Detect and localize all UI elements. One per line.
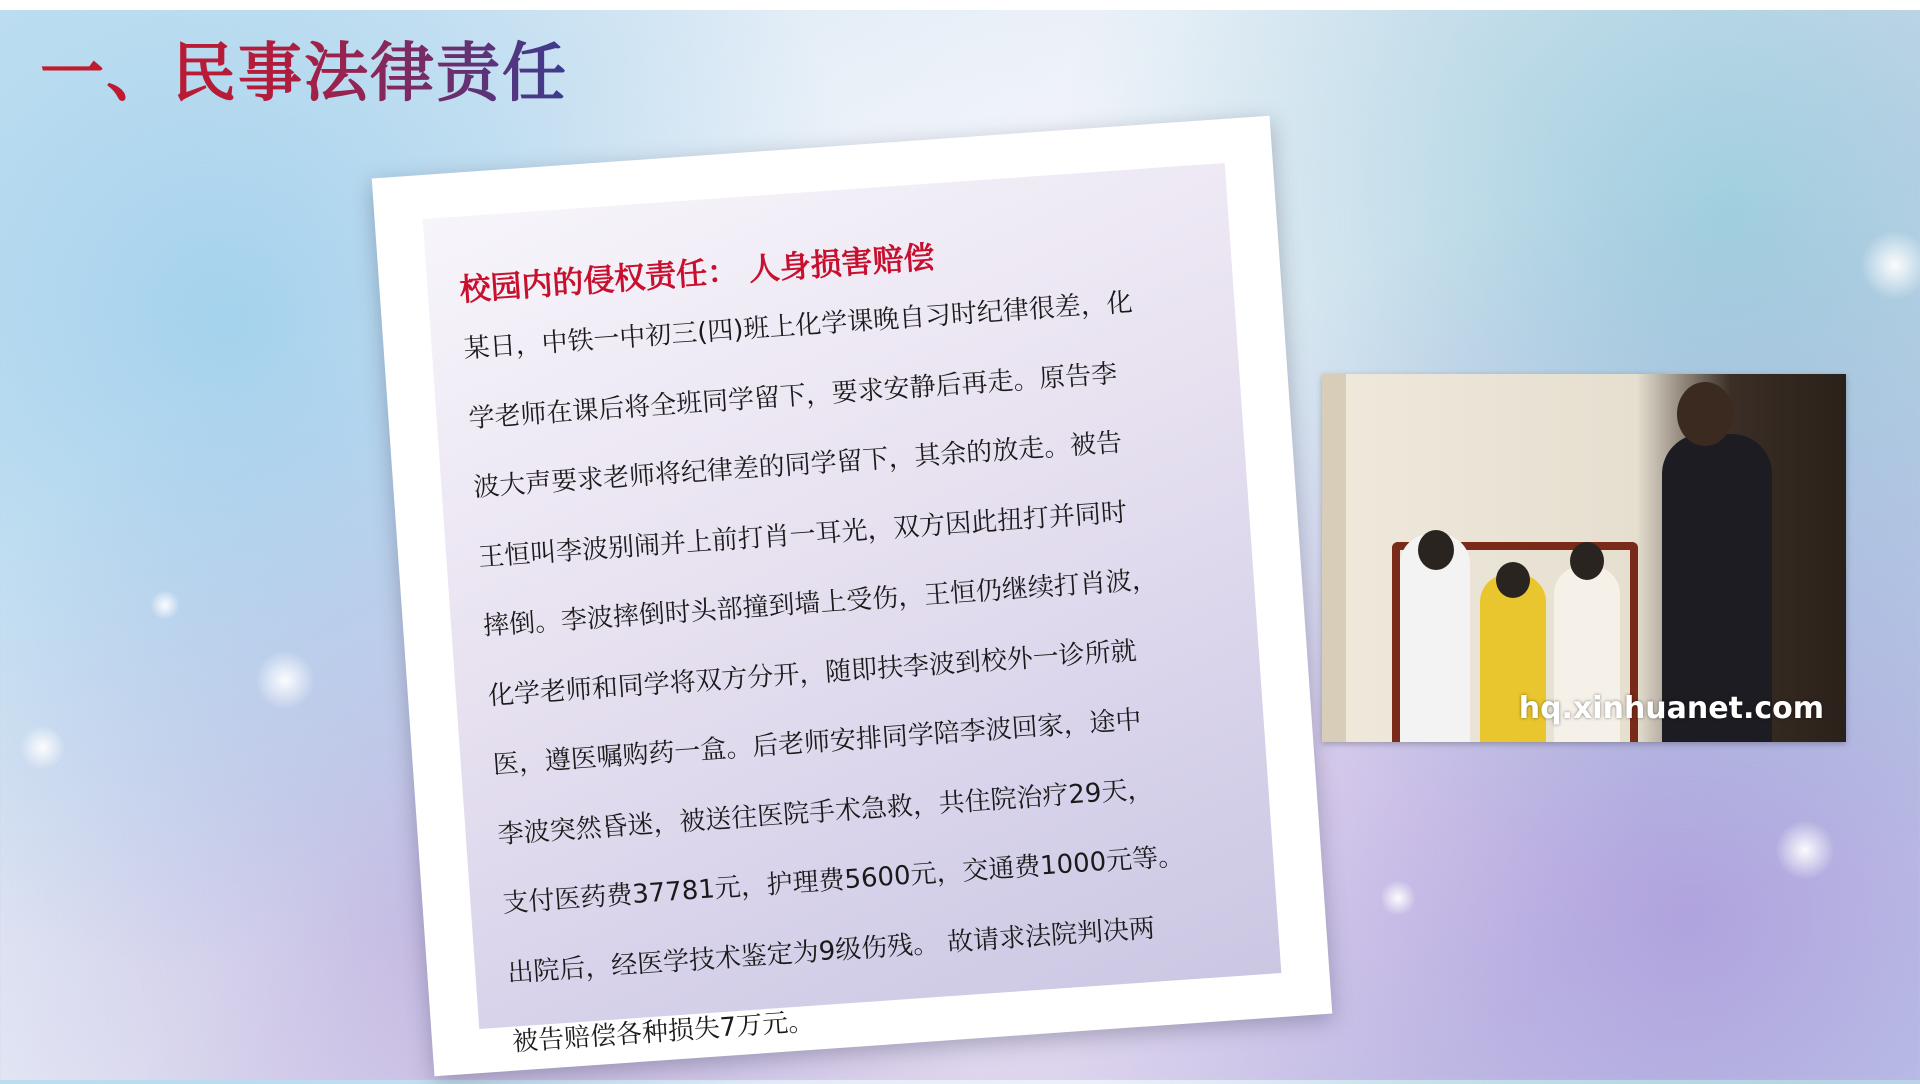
case-text: [461, 264, 1253, 1078]
sparkle-decoration: [1775, 820, 1835, 880]
photo-watermark: hq.xinhuanet.com: [1518, 691, 1824, 726]
case-text-line: 出院后，经医学技术鉴定为9级伤残。 故请求法院判决两: [506, 913, 1156, 989]
case-card: [372, 116, 1333, 1077]
photo-student: [1570, 542, 1604, 580]
photo-student: [1496, 562, 1530, 598]
case-card-inner: [423, 163, 1282, 1058]
case-text-line: 医，遵医嘱购药一盒。后老师安排同学陪李波回家，途中: [491, 705, 1143, 781]
sparkle-decoration: [1860, 230, 1920, 300]
news-photo: [1322, 374, 1846, 742]
case-text-line: 支付医药费37781元，护理费5600元，交通费1000元等。: [501, 841, 1186, 920]
case-text-line: 化学老师和同学将双方分开，随即扶李波到校外一诊所就: [487, 635, 1138, 712]
top-white-strip: [0, 0, 1920, 10]
case-text-line: 李波突然昏迷，被送往医院手术急救，共住院治疗29天，: [496, 773, 1155, 850]
photo-student: [1418, 530, 1454, 570]
case-text-line: 波大声要求老师将纪律差的同学留下，其余的放走。被告: [472, 427, 1124, 504]
case-text-line: 某日，中铁一中初三(四)班上化学课晚自习时纪律很差，化: [462, 287, 1134, 365]
slide-title: 一、民事法律责任: [40, 22, 568, 114]
sparkle-decoration: [1380, 880, 1416, 916]
photo-door: [1322, 374, 1346, 742]
photo-officer: [1677, 382, 1733, 446]
case-text-line: 学老师在课后将全班同学留下，要求安静后再走。原告李: [467, 358, 1119, 434]
case-text-line: 王恒叫李波别闹并上前打肖一耳光，双方因此扭打并同时: [477, 497, 1128, 573]
case-heading: 校园内的侵权责任： 人身损害赔偿: [458, 239, 936, 309]
sparkle-decoration: [255, 650, 315, 710]
case-text-line: 被告赔偿各种损失7万元。: [511, 1006, 816, 1058]
sparkle-decoration: [20, 725, 65, 770]
sparkle-decoration: [150, 590, 180, 620]
case-text-line: 摔倒。李波摔倒时头部撞到墙上受伤，王恒仍继续打肖波，: [482, 564, 1159, 642]
